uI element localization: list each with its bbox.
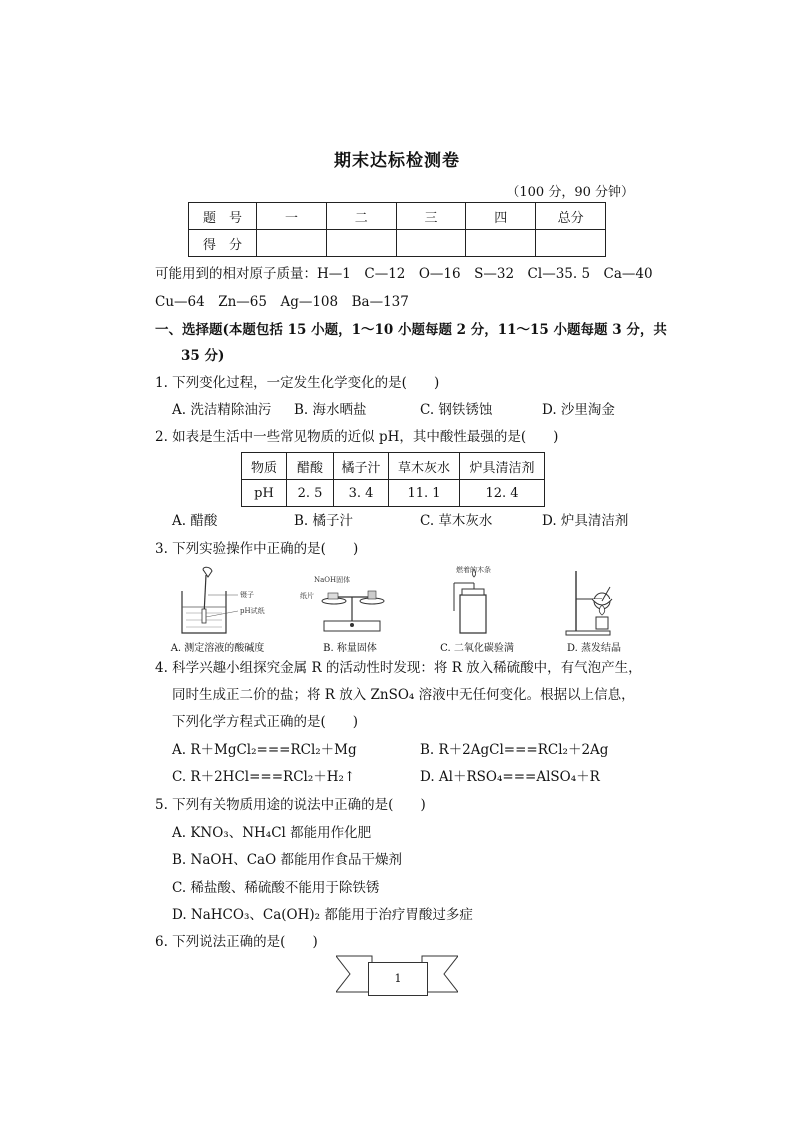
figure-b-label: 纸片 — [300, 592, 314, 600]
ph-header-cell: 草木灰水 — [389, 453, 460, 480]
score-header-cell: 二 — [326, 203, 396, 230]
page-title: 期末达标检测卷 — [334, 151, 460, 171]
question-2-stem: 2. 如表是生活中一些常见物质的近似 pH，其中酸性最强的是( ) — [155, 429, 559, 445]
figure-a-label: pH试纸 — [240, 607, 265, 615]
figure-a-label: 镊子 — [240, 591, 254, 599]
option-d[interactable]: D. 炉具清洁剂 — [542, 513, 629, 529]
figure-d[interactable] — [556, 565, 632, 655]
table-row — [189, 203, 606, 230]
ph-cell: 3. 4 — [334, 480, 389, 507]
option-c[interactable]: C. 稀盐酸、稀硫酸不能用于除铁锈 — [172, 880, 380, 896]
question-4-line: 下列化学方程式正确的是( ) — [172, 714, 359, 730]
question-2-options — [172, 511, 628, 531]
option-d[interactable]: D. Al＋RSO₄===AlSO₄＋R — [420, 769, 600, 785]
ph-cell: pH — [242, 480, 287, 507]
question-4-line: 同时生成正二价的盐；将 R 放入 ZnSO₄ 溶液中无任何变化。根据以上信息， — [172, 687, 635, 703]
option-a[interactable]: A. R＋MgCl₂===RCl₂＋Mg — [172, 742, 357, 758]
ph-header-cell: 醋酸 — [287, 453, 334, 480]
option-b[interactable]: B. R＋2AgCl===RCl₂＋2Ag — [420, 742, 609, 758]
score-label-cell: 得 分 — [189, 230, 257, 257]
figure-c-label: 燃着的木条 — [456, 566, 491, 574]
option-b[interactable]: B. 橘子汁 — [294, 513, 354, 529]
ph-header-cell: 炉具清洁剂 — [460, 453, 545, 480]
figure-d-caption: D. 蒸发结晶 — [566, 643, 622, 654]
figure-a-caption: A. 测定溶液的酸碱度 — [170, 643, 265, 654]
score-header-cell: 一 — [257, 203, 327, 230]
table-row — [242, 480, 545, 507]
score-header-cell: 四 — [466, 203, 536, 230]
score-input-cell[interactable] — [396, 230, 466, 257]
option-a[interactable]: A. 醋酸 — [172, 513, 218, 529]
section-heading: 一、选择题(本题包括 15 小题，1～10 小题每题 2 分，11～15 小题每题 3 分，共 — [155, 322, 667, 338]
figure-a-beaker-icon — [160, 565, 275, 637]
page-number: 1 — [368, 962, 428, 996]
score-input-cell[interactable] — [466, 230, 536, 257]
question-5-stem: 5. 下列有关物质用途的说法中正确的是( ) — [155, 797, 426, 813]
question-3-stem: 3. 下列实验操作中正确的是( ) — [155, 541, 359, 557]
score-input-cell[interactable] — [326, 230, 396, 257]
exam-duration: （100 分，90 分钟） — [506, 185, 634, 200]
figure-d-evaporation-icon — [556, 565, 632, 637]
option-c[interactable]: C. 草木灰水 — [420, 513, 493, 529]
figure-c-caption: C. 二氧化碳验满 — [440, 643, 514, 654]
question-4-line: 4. 科学兴趣小组探究金属 R 的活动性时发现：将 R 放入稀硫酸中，有气泡产生， — [155, 660, 642, 676]
option-b[interactable]: B. 海水晒盐 — [294, 402, 367, 418]
table-row — [189, 230, 606, 257]
ph-header-cell: 橘子汁 — [334, 453, 389, 480]
figure-b-caption: B. 称量固体 — [323, 643, 377, 654]
score-header-cell: 三 — [396, 203, 466, 230]
figure-a[interactable] — [160, 565, 275, 655]
figure-c[interactable] — [432, 565, 522, 655]
question-6-stem: 6. 下列说法正确的是( ) — [155, 934, 318, 950]
ph-cell: 12. 4 — [460, 480, 545, 507]
score-header-cell: 总分 — [536, 203, 606, 230]
question-1-stem: 1. 下列变化过程，一定发生化学变化的是( ) — [155, 375, 440, 391]
option-c[interactable]: C. 钢铁锈蚀 — [420, 402, 493, 418]
figure-b[interactable] — [300, 565, 400, 655]
figure-c-bottle-icon — [432, 565, 522, 637]
option-c[interactable]: C. R＋2HCl===RCl₂＋H₂↑ — [172, 769, 356, 785]
ph-cell: 11. 1 — [389, 480, 460, 507]
option-d[interactable]: D. NaHCO₃、Ca(OH)₂ 都能用于治疗胃酸过多症 — [172, 907, 473, 923]
figure-b-label: NaOH固体 — [314, 576, 351, 584]
score-table — [188, 202, 606, 257]
ph-cell: 2. 5 — [287, 480, 334, 507]
atomic-mass-line: Cu—64 Zn—65 Ag—108 Ba—137 — [155, 294, 409, 310]
section-heading-cont: 35 分) — [181, 348, 225, 364]
question-1-options — [172, 400, 615, 420]
score-input-cell[interactable] — [536, 230, 606, 257]
score-input-cell[interactable] — [257, 230, 327, 257]
score-header-cell: 题 号 — [189, 203, 257, 230]
table-row — [242, 453, 545, 480]
option-a[interactable]: A. 洗洁精除油污 — [172, 402, 272, 418]
option-b[interactable]: B. NaOH、CaO 都能用作食品干燥剂 — [172, 852, 402, 868]
option-d[interactable]: D. 沙里淘金 — [542, 402, 615, 418]
ph-header-cell: 物质 — [242, 453, 287, 480]
option-a[interactable]: A. KNO₃、NH₄Cl 都能用作化肥 — [172, 825, 372, 841]
atomic-mass-line: 可能用到的相对原子质量：H—1 C—12 O—16 S—32 Cl—35. 5 Ca—40 — [155, 266, 653, 282]
ph-table — [241, 452, 545, 507]
